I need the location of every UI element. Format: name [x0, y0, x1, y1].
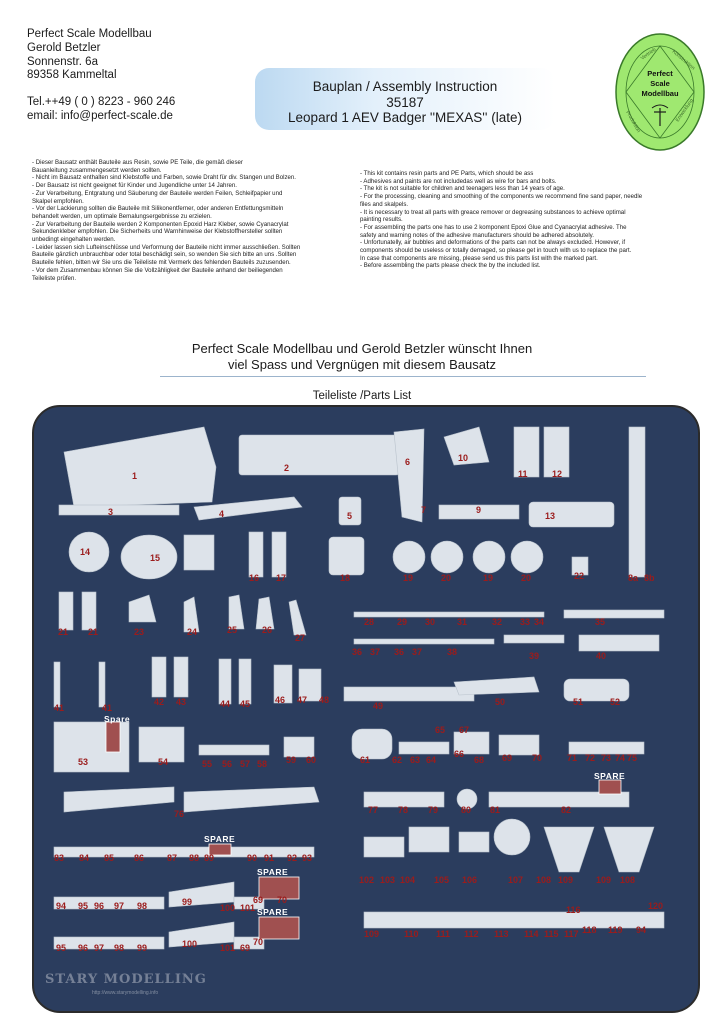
- part-number-label: 118: [582, 925, 597, 935]
- company-owner: Gerold Betzler: [27, 41, 101, 54]
- part-number-label: 80: [461, 805, 472, 815]
- part-number-label: 77: [368, 805, 379, 815]
- part-number-label: 106: [462, 875, 478, 885]
- part-number-label: 44: [220, 699, 231, 709]
- note-line: - Adhesives and paints are not includedas well as wire for bars and bolts.: [360, 177, 557, 185]
- part-13: [529, 502, 614, 527]
- note-line: - Vor dem Zusammenbau können Sie die Vollzähligkeit der Bauteile anhand der beiliegenden: [32, 266, 283, 274]
- part-number-label: 18: [340, 573, 351, 583]
- logo-text-modellbau: Modellbau: [641, 89, 679, 98]
- part-number-label: 35: [595, 617, 606, 627]
- part-number-label: 50: [495, 697, 506, 707]
- note-line: painting results.: [360, 216, 403, 224]
- part-number-label: 107: [508, 875, 524, 885]
- spare-label-70b: SPARE: [257, 907, 289, 917]
- part-number-label: 117: [564, 929, 579, 939]
- part-number-label: 101: [240, 903, 256, 913]
- part-number-label: 12: [552, 469, 563, 479]
- part-number-label: 98: [114, 943, 125, 953]
- part-number-label: 74: [615, 753, 626, 763]
- part-43: [174, 657, 188, 697]
- company-name: Perfect Scale Modellbau: [27, 28, 152, 40]
- part-number-label: 9: [476, 505, 482, 515]
- part-number-label: 37: [412, 647, 423, 657]
- part-number-label: 53: [78, 757, 89, 767]
- company-street: Sonnenstr. 6a: [27, 55, 98, 68]
- part-number-label: 88: [189, 853, 200, 863]
- note-line: Skalpel empfohlen.: [32, 197, 84, 205]
- note-line: Bauanleitung zusammengesetzt werden sollten.: [32, 166, 162, 174]
- part-number-label: 6: [405, 457, 411, 467]
- parts-62-64: [399, 742, 449, 754]
- parts-94-98b: [54, 937, 164, 949]
- part-number-label: 8b: [644, 573, 655, 583]
- perfect-scale-logo: [612, 30, 708, 154]
- note-line: - For the processing, cleaning and smoothing of the components we recommend fine sand paper, needle: [360, 193, 643, 201]
- logo-ring-vertrieb: Vertrieb: [639, 46, 658, 62]
- part-number-label: 14: [80, 547, 91, 557]
- part-45: [239, 659, 251, 704]
- wheel-20: [431, 541, 463, 573]
- part-number-label: 59: [286, 755, 297, 765]
- part-number-label: 46: [275, 695, 286, 705]
- part-number-label: 69: [502, 753, 513, 763]
- part-number-label: 10: [458, 453, 469, 463]
- spare-box-53: [106, 722, 120, 752]
- note-line: - Vor der Lackierung sollten die Bauteile mit Silikonentferner, oder anderen Entfettungsmitteln: [32, 205, 284, 213]
- part-number-label: 17: [276, 573, 287, 583]
- note-line: unbedingt eingehalten werden.: [32, 236, 116, 244]
- spare-box-82: [599, 780, 621, 794]
- part-number-label: 86: [134, 853, 145, 863]
- part-number-label: 23: [134, 627, 145, 637]
- part-number-label: 26: [262, 625, 273, 635]
- part-number-label: 5: [347, 511, 353, 521]
- part-number-label: 71: [567, 753, 578, 763]
- part-number-label: 19: [403, 573, 414, 583]
- part-number-label: 60: [306, 755, 317, 765]
- part-number-label: 93: [302, 853, 313, 863]
- part-number-label: 79: [428, 805, 439, 815]
- parts-83-93: [54, 847, 314, 857]
- note-line: - For assembling the parts one has to use 2 komponent Epoxi Glue and Cyanacrylat adhesive. The: [360, 223, 627, 231]
- part-number-label: 83: [54, 853, 65, 863]
- part-number-label: 13: [545, 511, 556, 521]
- part-number-label: 24: [187, 627, 198, 637]
- part-number-label: 97: [94, 943, 105, 953]
- part-76b: [184, 787, 319, 812]
- part-number-label: 112: [464, 929, 479, 939]
- company-address: [27, 28, 152, 83]
- spare-label-89: SPARE: [204, 834, 236, 844]
- parts-list-title: Teileliste /Parts List: [312, 390, 412, 402]
- part-number-label: 76: [174, 809, 185, 819]
- part-number-label: 70: [253, 937, 264, 947]
- spare-box-69-70b: [259, 917, 299, 939]
- document-title: [240, 79, 570, 126]
- part-number-label: 37: [370, 647, 381, 657]
- part-number-label: 108: [620, 875, 636, 885]
- part-number-label: 54: [158, 757, 169, 767]
- part-27: [289, 600, 306, 635]
- part-61: [352, 729, 392, 759]
- parts-94-98: [54, 897, 164, 909]
- mast-8a: [629, 427, 645, 577]
- part-number-label: 56: [222, 759, 233, 769]
- part-number-label: 120: [648, 901, 664, 911]
- part-number-label: 22: [574, 571, 585, 581]
- part-number-label: 81: [490, 805, 501, 815]
- part-number-label: 34: [534, 617, 545, 627]
- company-contact: [27, 96, 175, 124]
- part-number-label: 67: [459, 725, 470, 735]
- part-number-label: 3: [108, 507, 114, 517]
- part-number-label: 94: [636, 925, 647, 935]
- part-number-label: 16: [249, 573, 260, 583]
- part-number-label: 119: [608, 925, 623, 935]
- part-18: [329, 537, 364, 575]
- note-line: - Before assembling the parts please check the by the included list.: [360, 262, 541, 270]
- part-number-label: 43: [176, 697, 187, 707]
- logo-text-scale: Scale: [650, 79, 670, 88]
- title-line-number: 35187: [386, 94, 424, 110]
- part-number-label: 82: [561, 805, 572, 815]
- part-6: [394, 429, 427, 522]
- part-number-label: 30: [425, 617, 436, 627]
- part-number-label: 40: [596, 651, 607, 661]
- part-number-label: 90: [247, 853, 258, 863]
- part-15: [121, 535, 177, 579]
- part-number-label: 103: [380, 875, 396, 885]
- parts-69-70: [499, 735, 539, 755]
- part-23: [129, 595, 156, 622]
- part-49: [344, 687, 474, 701]
- wish-line-2: viel Spass und Vergnügen mit diesem Bausatz: [227, 357, 497, 372]
- part-number-label: 111: [436, 929, 451, 939]
- wheel-19: [393, 541, 425, 573]
- note-line: - Leider lassen sich Lufteinschlüsse und Verformung der Bauteile nicht immer ausschließen. Sollten: [32, 243, 301, 251]
- part-number-label: 1: [132, 471, 138, 481]
- note-line: - This kit contains resin parts and PE Parts, which should be ass: [360, 170, 534, 177]
- watermark-text: STARY MODELLING: [45, 972, 207, 987]
- divider: [160, 376, 646, 377]
- part-number-label: 98: [137, 901, 148, 911]
- part-41b: [99, 662, 105, 707]
- parts-photo-board: [32, 405, 700, 1013]
- wheel-20b: [511, 541, 543, 573]
- part-number-label: 57: [240, 759, 251, 769]
- part-number-label: 38: [447, 647, 458, 657]
- part-35: [564, 610, 664, 618]
- part-40: [579, 635, 659, 651]
- note-line: - Zur Verarbeitung, Entgratung und Säuberung der Bauteile werden Feilen, Schleifpapier und: [32, 189, 283, 197]
- part-number-label: 58: [257, 759, 268, 769]
- part-number-label: 31: [457, 617, 468, 627]
- part-number-label: 36: [394, 647, 405, 657]
- part-number-label: 96: [78, 943, 89, 953]
- part-number-label: 89: [204, 853, 215, 863]
- part-number-label: 116: [566, 905, 581, 915]
- parts-102-103: [364, 837, 404, 857]
- part-number-label: 27: [295, 633, 306, 643]
- part-number-label: 19: [483, 573, 494, 583]
- part-number-label: 95: [78, 901, 89, 911]
- note-line: files and skalpels.: [360, 200, 409, 208]
- part-number-label: 32: [492, 617, 503, 627]
- spare-label-53: Spare: [104, 714, 131, 724]
- part-44: [219, 659, 231, 704]
- part-number-label: 78: [398, 805, 409, 815]
- part-number-label: 28: [364, 617, 375, 627]
- part-number-label: 41: [102, 703, 113, 713]
- part-number-label: 114: [524, 929, 539, 939]
- part-number-label: 33: [520, 617, 531, 627]
- part-number-label: 42: [154, 697, 165, 707]
- part-number-label: 25: [227, 625, 238, 635]
- part-number-label: 100: [182, 939, 198, 949]
- part-number-label: 99: [137, 943, 148, 953]
- part-number-label: 95: [56, 943, 67, 953]
- parts-illustration: [34, 407, 698, 1011]
- part-number-label: 20: [521, 573, 532, 583]
- part-number-label: 69: [240, 943, 251, 953]
- part-number-label: 113: [494, 929, 509, 939]
- part-number-label: 4: [219, 509, 225, 519]
- hull-part-2: [239, 435, 399, 475]
- parts-55-58: [199, 745, 269, 755]
- part-21b: [82, 592, 96, 630]
- note-line: - Nicht im Bausatz enthalten sind Klebstoffe und Farben, sowie Draht für div. Stangen und Bolzen.: [32, 174, 296, 182]
- part-number-label: 68: [474, 755, 485, 765]
- part-number-label: 70: [277, 895, 288, 905]
- wheel-19b: [473, 541, 505, 573]
- part-number-label: 8a: [628, 573, 639, 583]
- parts-108-109: [544, 827, 594, 872]
- company-email[interactable]: email: info@perfect-scale.de: [27, 109, 173, 122]
- part-number-label: 109: [596, 875, 612, 885]
- note-line: - The kit is not suitable for children and teenagers less than 14 years of age.: [360, 185, 565, 193]
- part-number-label: 55: [202, 759, 213, 769]
- parts-59-60: [284, 737, 314, 757]
- spare-label-82: SPARE: [594, 771, 626, 781]
- part-number-label: 36: [352, 647, 363, 657]
- part-number-label: 85: [104, 853, 115, 863]
- wish-line-1: Perfect Scale Modellbau und Gerold Betzler wünscht Ihnen: [191, 341, 533, 356]
- notes-german: [32, 159, 348, 282]
- part-number-label: 62: [392, 755, 403, 765]
- part-number-label: 72: [585, 753, 596, 763]
- part-17: [272, 532, 286, 577]
- note-line: - Unfortunatelly, air bubbles and deformations of the parts can not be always excluded. However, if: [360, 239, 626, 247]
- note-line: behandelt werden, um optimale Bemalungsergebnisse zu erzielen.: [32, 212, 212, 220]
- logo-ring-konstruktion: Konstruktion: [670, 48, 696, 72]
- part-number-label: 73: [601, 753, 612, 763]
- part-number-label: 41: [54, 703, 65, 713]
- part-number-label: 49: [373, 701, 384, 711]
- notes-english: [360, 170, 690, 270]
- part-number-label: 102: [359, 875, 375, 885]
- part-number-label: 7: [421, 505, 427, 515]
- part-41: [54, 662, 60, 707]
- note-line: Teileliste prüfen.: [32, 274, 77, 282]
- part-number-label: 97: [114, 901, 125, 911]
- part-42: [152, 657, 166, 697]
- part-number-label: 101: [220, 943, 236, 953]
- part-number-label: 47: [297, 695, 308, 705]
- part-15b: [184, 535, 214, 570]
- part-number-label: 45: [240, 699, 251, 709]
- part-number-label: 11: [518, 469, 528, 479]
- strip-28-34: [354, 612, 544, 617]
- part-number-label: 75: [627, 753, 638, 763]
- part-number-label: 70: [532, 753, 543, 763]
- part-107: [494, 819, 530, 855]
- strip-36-38: [354, 639, 494, 644]
- part-number-label: 21: [88, 627, 99, 637]
- parts-104-105: [409, 827, 449, 852]
- part-number-label: 92: [287, 853, 298, 863]
- part-16: [249, 532, 263, 577]
- part-number-label: 63: [410, 755, 421, 765]
- part-number-label: 29: [397, 617, 408, 627]
- part-number-label: 51: [573, 697, 584, 707]
- part-number-label: 109: [558, 875, 574, 885]
- part-number-label: 94: [56, 901, 67, 911]
- title-line-assembly: Bauplan / Assembly Instruction: [312, 79, 498, 94]
- part-50: [454, 677, 539, 695]
- part-number-label: 15: [150, 553, 161, 563]
- part-number-label: 109: [364, 929, 380, 939]
- part-25: [229, 595, 244, 629]
- part-21: [59, 592, 73, 630]
- note-line: components should be useless or totally demaged, so please get in touch with us to replace the part.: [360, 247, 632, 255]
- part-number-label: 108: [536, 875, 552, 885]
- note-line: In case that components are missing, please send us this parts list with the marked part.: [360, 254, 598, 262]
- company-city: 89358 Kammeltal: [27, 69, 117, 82]
- part-number-label: 66: [454, 749, 465, 759]
- logo-text-perfect: Perfect: [647, 69, 673, 78]
- note-line: - It is necessary to treat all parts with greace remover or degreasing substances to achieve optimal: [360, 208, 626, 216]
- part-3: [59, 505, 179, 515]
- part-number-label: 105: [434, 875, 450, 885]
- watermark-url: http://www.starymodelling.info: [92, 990, 159, 996]
- spare-label-70: SPARE: [257, 867, 289, 877]
- part-number-label: 104: [400, 875, 416, 885]
- part-number-label: 99: [182, 897, 193, 907]
- part-number-label: 48: [319, 695, 330, 705]
- part-106: [459, 832, 489, 852]
- part-76a: [64, 787, 174, 812]
- part-number-label: 110: [404, 929, 419, 939]
- note-line: Sekundenkleber empfohlen. Die Sicherheits und Warnhinweise der Klebstoffhersteller sollten: [32, 228, 283, 236]
- part-number-label: 61: [360, 755, 371, 765]
- part-number-label: 100: [220, 903, 236, 913]
- note-line: Bauteile gänzlich unbrauchbar oder total beschädigt sein, so wenden Sie sich bitte an uns .Sollten: [32, 251, 297, 259]
- part-number-label: 21: [58, 627, 69, 637]
- parts-109b-108b: [604, 827, 654, 872]
- part-number-label: 87: [167, 853, 178, 863]
- part-number-label: 39: [529, 651, 540, 661]
- title-line-model: Leopard 1 AEV Badger ''MEXAS'' (late): [288, 110, 522, 125]
- note-line: Bauteile fehlen, bitten wir Sie uns die Teileliste mit Vermerk des fehlenden Bauteils zuzusenden.: [32, 259, 291, 267]
- closing-wish: [0, 341, 724, 373]
- part-number-label: 91: [264, 853, 275, 863]
- note-line: - Dieser Bausatz enthält Bauteile aus Resin, sowie PE Teile, die gemäß dieser: [32, 159, 243, 166]
- note-line: - Zur Verarbeitung der Bauteile werden 2 Komponenten Epoxid Harz Kleber, sowie Cyanacrylat: [32, 220, 289, 228]
- hull-part-1: [64, 427, 216, 507]
- note-line: safety and warning notes of the adhesive manufacturers should be adhered absolutely.: [360, 231, 594, 239]
- part-number-label: 64: [426, 755, 437, 765]
- part-number-label: 52: [610, 697, 621, 707]
- part-number-label: 115: [544, 929, 559, 939]
- part-number-label: 96: [94, 901, 105, 911]
- part-number-label: 84: [79, 853, 90, 863]
- logo-ring-produktion: Produktion: [624, 110, 642, 134]
- part-number-label: 69: [253, 895, 264, 905]
- logo-ring-entwicklung: Entwicklung: [674, 97, 695, 124]
- part-number-label: 20: [441, 573, 452, 583]
- part-39: [504, 635, 564, 643]
- note-line: - Der Bausatz ist nicht geeignet für Kinder und Jugendliche unter 14 Jahren.: [32, 182, 237, 190]
- part-number-label: 2: [284, 463, 290, 473]
- company-phone: Tel.++49 ( 0 ) 8223 - 960 246: [27, 96, 176, 108]
- part-number-label: 65: [435, 725, 446, 735]
